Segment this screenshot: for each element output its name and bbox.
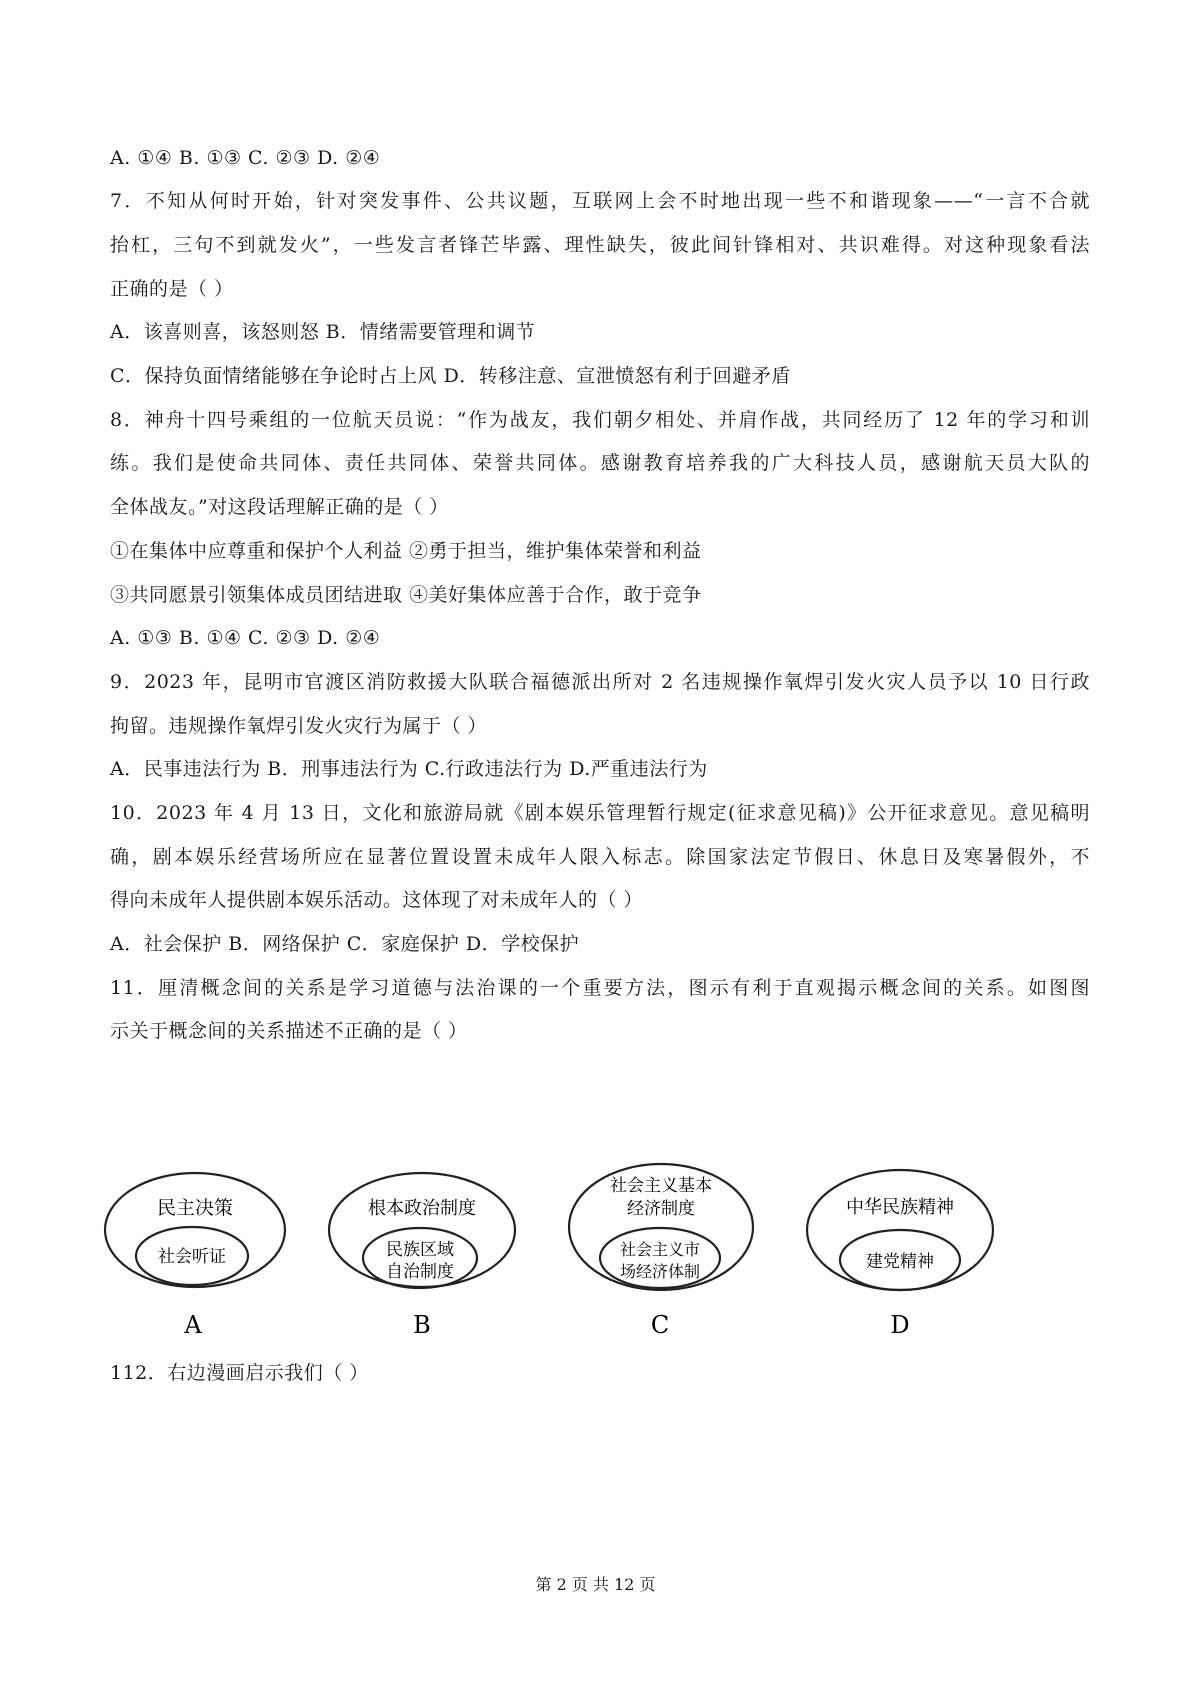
q6-options: A. ①④ B. ①③ C. ②③ D. ②④ [110, 147, 381, 169]
q8-statements-line2: ③共同愿景引领集体成员团结进取 ④美好集体应善于合作，敢于竞争 [110, 584, 702, 606]
concept-diagram [100, 1155, 1100, 1345]
diagram-a-outer-text: 民主决策 [156, 1197, 234, 1219]
diagram-b-inner-text1: 民族区域 [386, 1240, 454, 1260]
diagram-a-label: A [184, 1311, 202, 1339]
q8-stem-line1: 8．神舟十四号乘组的一位航天员说：“作为战友，我们朝夕相处、并肩作战，共同经历了 12 年的学习和训 [110, 409, 1090, 431]
q10-stem-line3: 得向未成年人提供剧本娱乐活动。这体现了对未成年人的（ ） [110, 889, 644, 911]
page-footer: 第 2 页 共 12 页 [535, 1575, 656, 1594]
q8-stem-line2: 练。我们是使命共同体、责任共同体、荣誉共同体。感谢教育培养我的广大科技人员，感谢航天员大队的 [110, 452, 1090, 474]
diagram-d [807, 1170, 993, 1339]
q12-stem: 112．右边漫画启示我们（ ） [110, 1362, 369, 1384]
q10-stem-line2: 确，剧本娱乐经营场所应在显著位置设置未成年人限入标志。除国家法定节假日、休息日及寒暑假外，不 [110, 846, 1090, 868]
q11-stem-line2: 示关于概念间的关系描述不正确的是（ ） [110, 1020, 468, 1042]
q9-stem-line2: 拘留。违规操作氧焊引发火灾行为属于（ ） [110, 715, 488, 737]
diagram-c [569, 1164, 753, 1339]
q9-stem-line1: 9．2023 年，昆明市官渡区消防救援大队联合福德派出所对 2 名违规操作氧焊引发火灾人员予以 10 日行政 [110, 671, 1090, 693]
diagram-b-label: B [413, 1311, 431, 1339]
q7-stem-line1: 7．不知从何时开始，针对突发事件、公共议题，互联网上会不时地出现一些不和谐现象——“一言不合就 [110, 190, 1090, 212]
q10-options: A．社会保护 B．网络保护 C．家庭保护 D．学校保护 [110, 933, 580, 955]
diagram-d-inner-text: 建党精神 [866, 1252, 934, 1272]
diagram-c-label: C [650, 1311, 670, 1339]
diagram-b-outer-text: 根本政治制度 [368, 1198, 476, 1219]
q11-stem-line1: 11．厘清概念间的关系是学习道德与法治课的一个重要方法，图示有利于直观揭示概念间的关系。如图图 [110, 977, 1090, 999]
diagram-c-outer-text1: 社会主义基本 [610, 1176, 712, 1196]
q7-options-line1: A．该喜则喜，该怒则怒 B．情绪需要管理和调节 [110, 321, 536, 343]
q8-statements-line1: ①在集体中应尊重和保护个人利益 ②勇于担当，维护集体荣誉和利益 [110, 540, 702, 562]
q8-options: A. ①③ B. ①④ C. ②③ D. ②④ [110, 627, 381, 649]
diagram-a-outer-ellipse [105, 1173, 285, 1287]
q7-stem-line3: 正确的是（ ） [110, 278, 234, 300]
q7-stem-line2: 抬杠，三句不到就发火”，一些发言者锋芒毕露、理性缺失，彼此间针锋相对、共识难得。对这种现象看法 [110, 234, 1090, 256]
diagram-d-outer-text: 中华民族精神 [846, 1197, 954, 1218]
diagram-a [105, 1173, 285, 1339]
diagram-a-inner-text: 社会听证 [158, 1247, 226, 1267]
diagram-c-inner-text1: 社会主义市 [619, 1240, 701, 1259]
diagram-b [329, 1173, 515, 1339]
q8-stem-line3: 全体战友。”对这段话理解正确的是（ ） [110, 496, 449, 518]
diagram-b-inner-text2: 自治制度 [386, 1262, 454, 1282]
diagram-c-outer-text2: 经济制度 [627, 1199, 695, 1219]
diagram-c-inner-text2: 场经济体制 [619, 1262, 701, 1281]
q9-options: A．民事违法行为 B．刑事违法行为 C.行政违法行为 D.严重违法行为 [110, 758, 708, 780]
q10-stem-line1: 10．2023 年 4 月 13 日，文化和旅游局就《剧本娱乐管理暂行规定(征求意见稿)》公开征求意见。意见稿明 [110, 802, 1090, 824]
q7-options-line2: C．保持负面情绪能够在争论时占上风 D．转移注意、宣泄愤怒有利于回避矛盾 [110, 365, 791, 387]
diagram-d-label: D [890, 1311, 910, 1339]
